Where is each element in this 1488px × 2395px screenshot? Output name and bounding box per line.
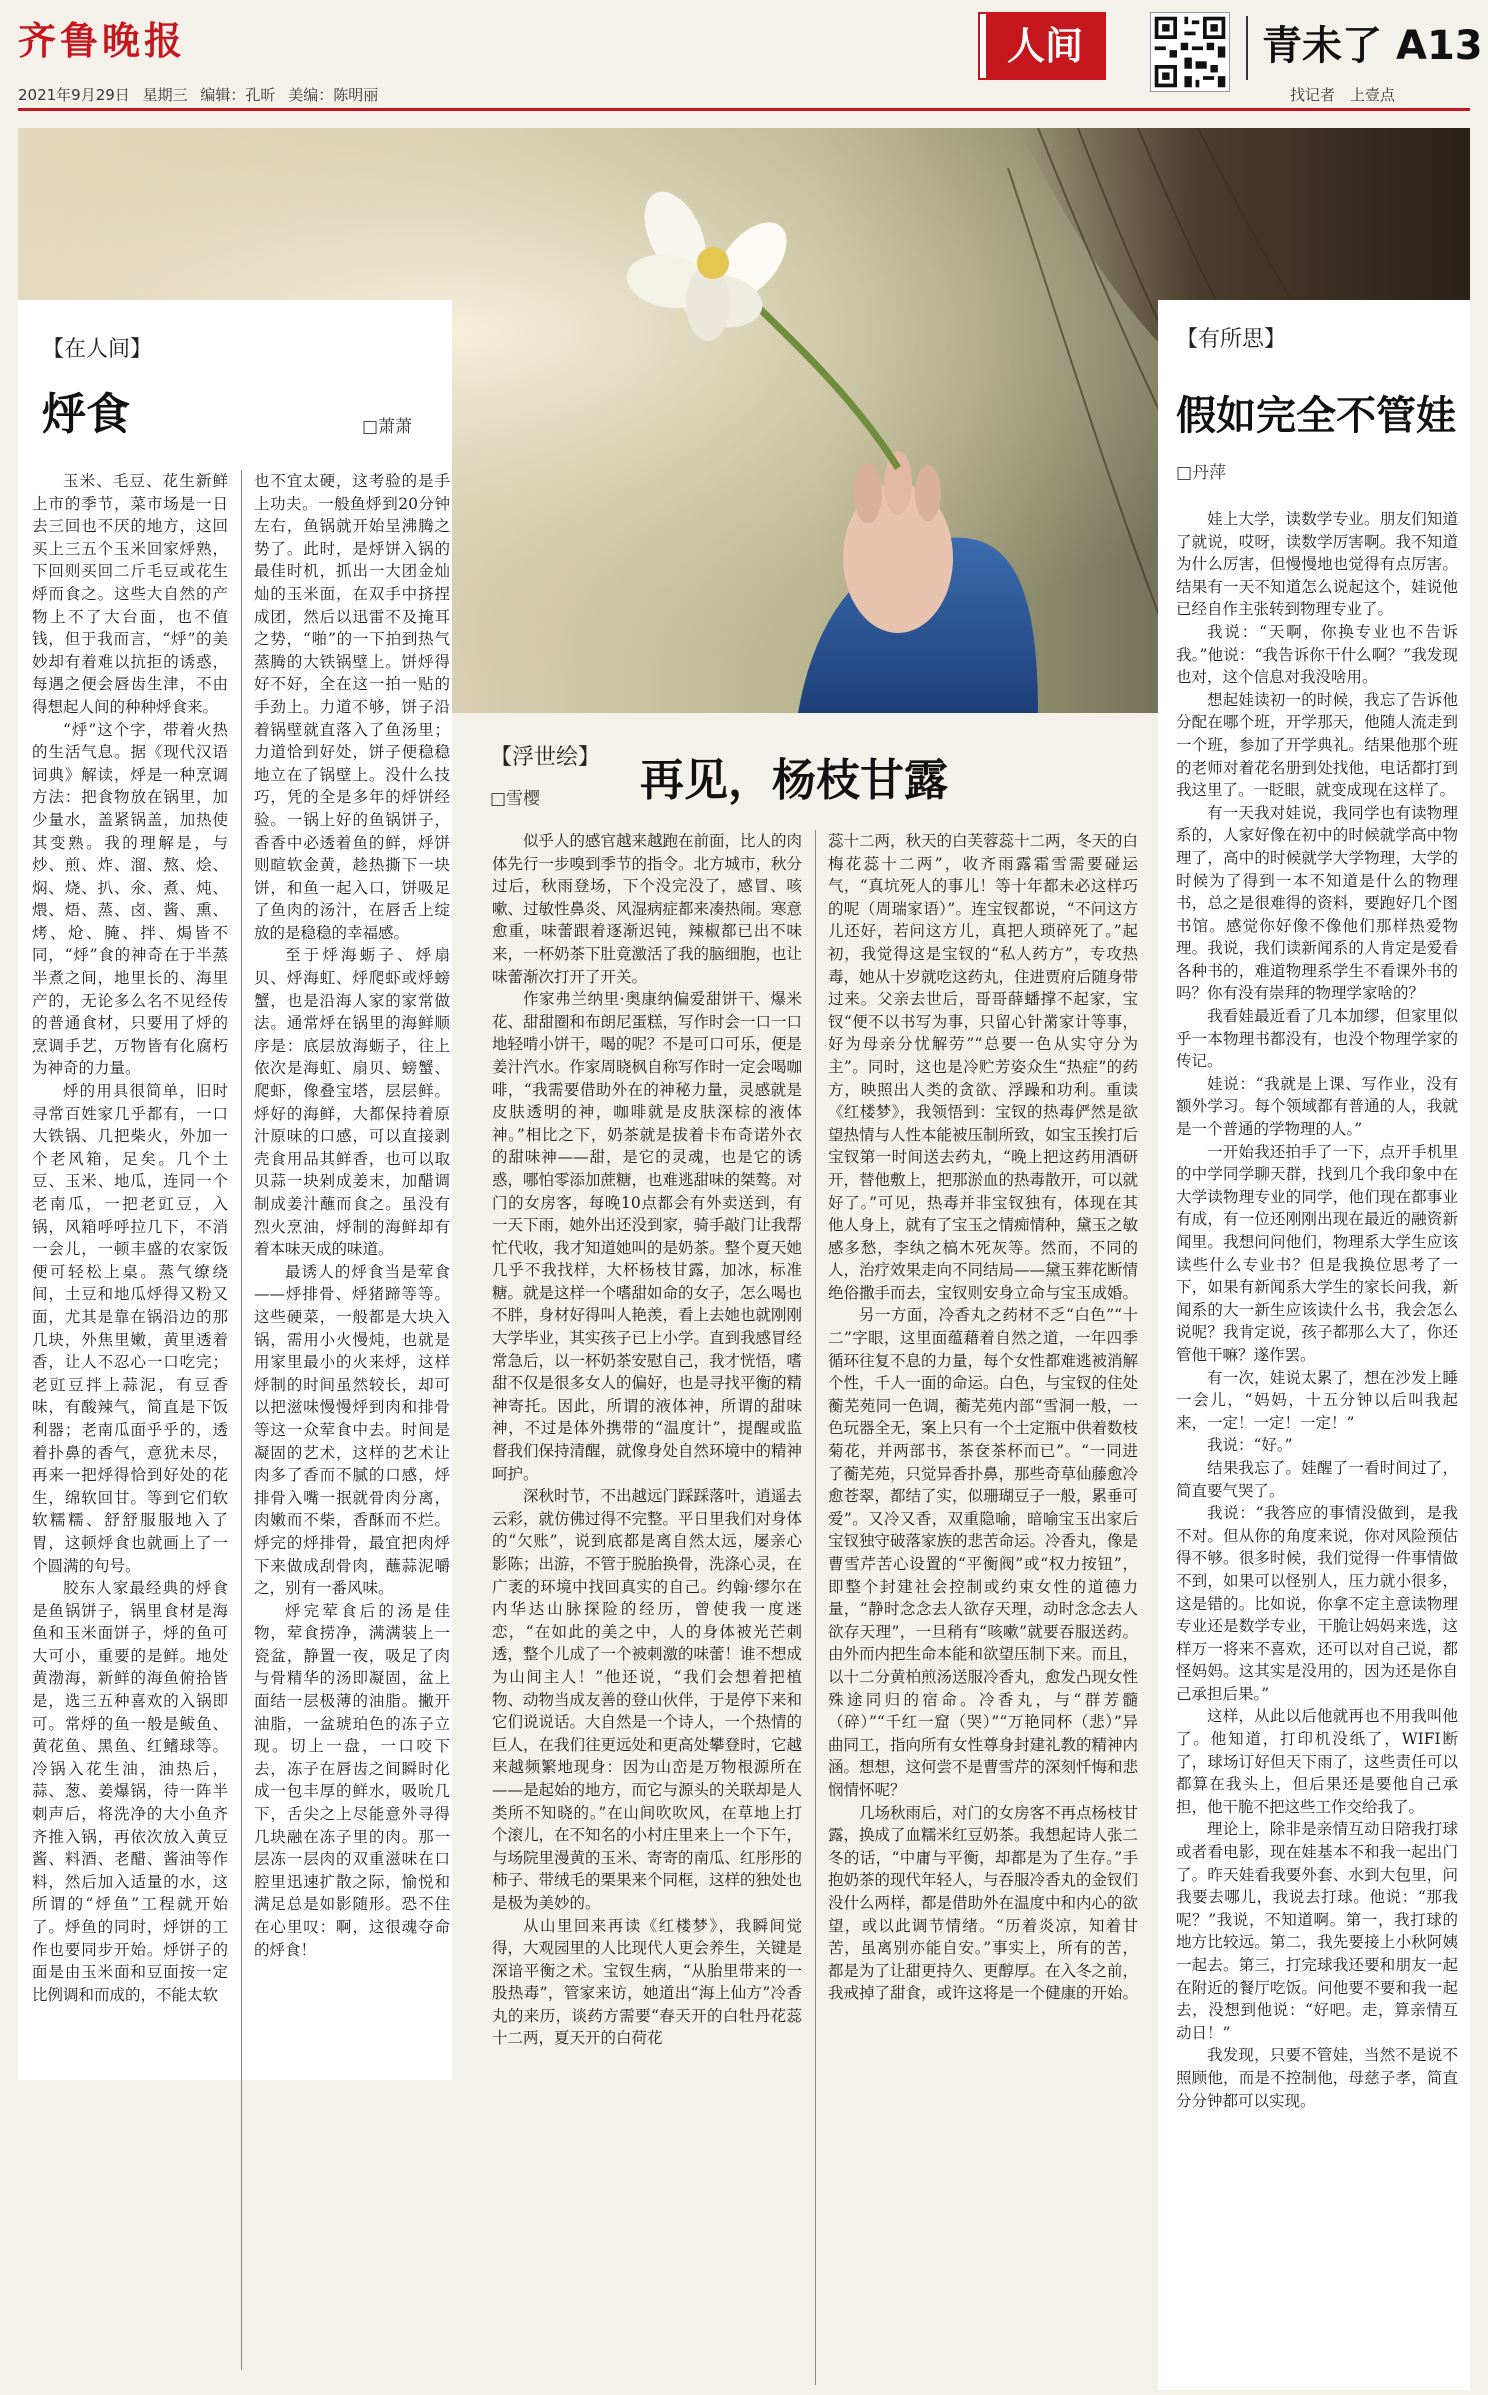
editor: 编辑：孔昕	[200, 86, 276, 104]
dateline	[18, 84, 378, 105]
paragraph: 胶东人家最经典的烀食是鱼锅饼子，锅里食材是海鱼和玉米面饼子，烀的鱼可大可小，重要的是鲜。地处黄渤海，新鲜的海鱼俯拾皆是，选三五种喜欢的入锅即可。常烀的鱼一般是鲅鱼、黄花鱼、黑鱼、红鳍球等。冷锅入花生油，油热后，蒜、葱、姜爆锅，待一阵半刺声后，将洗净的大小鱼齐齐推入锅，再依次放入黄豆酱、料酒、老醋、酱油等作料，然后加入适量的水，这所谓的“烀鱼”工程就开始了。烀鱼的同时，烀饼的工作也要同步开始。烀饼子的面是由玉米面和豆面按一定比例调和而成的，不能太软	[32, 1579, 228, 2004]
paragraph: 从山里回来再读《红楼梦》，我瞬间觉得，大观园里的人比现代人更会养生，关键是深谙平衡之术。宝钗生病，“从胎里带来的一股热毒”，管家来访，她道出“海上仙方”冷香丸的来历，谈药方需要“春天开的白牡丹花蕊十二两，夏天开的白荷花	[492, 1916, 802, 2048]
page-slogan: 找记者 上壹点	[1290, 86, 1396, 104]
paragraph: 玉米、毛豆、花生新鲜上市的季节，菜市场是一日去三回也不厌的地方，这回买上三五个玉米回家烀熟，下回则买回二斤毛豆或花生烀而食之。这些大自然的产物上不了大台面，也不值钱，但于我而言，“烀”的美妙却有着难以抗拒的诱惑，每遇之便会唇齿生津，不由得想起人间的种种烀食来。	[32, 472, 228, 716]
paragraph: 至于烀海蛎子、烀扇贝、烀海虹、烀爬虾或烀螃蟹，也是沿海人家的家常做法。通常烀在锅里的海鲜顺序是：底层放海蛎子，往上依次是海虹、扇贝、螃蟹、爬虾，像叠宝塔，层层鲜。烀好的海鲜，大都保持着原汁原味的口感，可以直接剥壳食用品其鲜香，也可以取贝蒜一块剁成姜末，加醋调制成姜汁蘸而食之。虽没有烈火烹油，烀制的海鲜却有着本味天成的味道。	[254, 946, 450, 1259]
header-rule	[18, 108, 1470, 111]
page-header	[1262, 14, 1483, 71]
paragraph: 我说：“好。”	[1207, 1436, 1293, 1455]
paragraph: 娃说：“我就是上课、写作业，没有额外学习。每个领域都有普通的人，我就是一个普通的学物理的人。”	[1176, 1074, 1458, 1139]
middle-article-title: 再见，杨枝甘露	[640, 755, 948, 806]
paragraph: 这样，从此以后他就再也不用我叫他了。他知道，打印机没纸了，WIFI断了，球场订好但天下雨了，这些责任可以都算在我头上，但后果还是要他自己承担，他干脆不把这些工作交给我了。	[1176, 1707, 1458, 1816]
middle-article-column-2	[828, 830, 1138, 2385]
paragraph: 烀完荤食后的汤是佳物，荤食捞净，满满装上一瓷盆，静置一夜，吸足了肉与骨精华的汤即凝固，盆上面结一层极薄的油脂。撇开油脂，一盆琥珀色的冻子立现。切上一盘，一口咬下去，冻子在唇齿之间瞬时化成一包丰厚的鲜水，吸吮几下，舌尖之上尽能意外寻得几块融在冻子里的肉。那一层冻一层肉的双重滋味在口腔里迅速扩散之际，愉悦和满足总是如影随形。恐不住在心里叹：啊，这很魂夺命的烀食！	[254, 1601, 450, 1959]
paragraph: 作家弗兰纳里·奥康纳偏爱甜饼干、爆米花、甜甜圈和布朗尼蛋糕，写作时会一口一口地轻啃小饼干，喝的呢？不是可口可乐，便是姜汁汽水。作家周晓枫自称写作时一定会喝咖啡，“我需要借助外在的神秘力量，灵感就是皮肤透明的神，咖啡就是皮肤深棕的液体神。”相比之下，奶茶就是拔着卡布奇诺外衣的甜味神——甜，是它的灵魂，也是它的诱惑，哪怕零添加蔗糖，也难逃甜味的桀骜。对门的女房客，每晚10点都会有外卖送到，有一天下雨，她外出还没到家，骑手敲门让我帮忙代收，我才知道她叫的是奶茶。整个夏天她几乎不我找样，大杯杨枝甘露，加冰，标准糖。就是这样一个嗜甜如命的女子，怎么喝也不胖，身材好得叫人艳羡，看上去她也就刚刚大学毕业，其实孩子已上小学。直到我感冒经常急后，以一杯奶茶安慰自己，我才恍悟，嗜甜不仅是很多女人的偏好，也是寻找平衡的精神寄托。因此，所谓的液体神，所谓的甜味神，不过是体外携带的“温度计”，提醒或监督我们保持清醒，就像身处自然环境中的精神呵护。	[492, 990, 802, 1483]
column-divider	[815, 830, 816, 2385]
paragraph: 结果我忘了。娃醒了一看时间过了，简直要气哭了。	[1176, 1458, 1458, 1500]
paragraph: 烀的用具很简单，旧时寻常百姓家几乎都有，一口大铁锅、几把柴火，外加一个老风箱，足矣。几个土豆、玉米、地瓜，连同一个老南瓜，一把老豇豆，入锅，风箱呼呼拉几下，不消一会儿，一顿丰盛的农家饭便可轻松上桌。蒸气缭绕间，土豆和地瓜烀得又粉又面，尤其是靠在锅沿边的那几块，外焦里嫩，黄里透着香，让人不忍心一口吃完；老豇豆拌上蒜泥，有豆香味，有酸辣气，简直是下饭利器；老南瓜面乎乎的，透着扑鼻的香气，意犹未尽，再来一把烀得恰到好处的花生，绵软回甘。等到它们软软糯糯、舒舒服服地入了胃，这顿烀食也就画上了一个圆满的句号。	[32, 1082, 228, 1575]
paragraph: “烀”这个字，带着火热的生活气息。据《现代汉语词典》解读，烀是一种烹调方法：把食物放在锅里，加少量水，盖紧锅盖，加热使其变熟。我的理解是，与炒、煎、炸、溜、熬、烩、焖、烧、扒、氽、煮、炖、煨、焐、蒸、卤、酱、熏、烤、炝、腌、拌、焗皆不同，“烀”食的神奇在于半蒸半煮之间，地里长的、海里产的，无论多么名不见经传的普通食材，只要用了烀的烹调手艺，万物皆有化腐朽为神奇的力量。	[32, 720, 228, 1078]
right-article-column	[1176, 508, 1458, 2383]
paragraph: 想起娃读初一的时候，我忘了告诉他分配在哪个班，开学那天，他随人流走到一个班，参加了开学典礼。结果他那个班的老师对着花名册到处找他，电话都打到我这里了。一眨眼，就变成现在这样了。	[1176, 690, 1458, 800]
header-divider	[1246, 16, 1248, 80]
paragraph: 深秋时节，不出越远门踩踩落叶，逍遥去云彩，就仿佛过得不完整。平日里我们对身体的“欠账”，说到底都是离自然太远，屡亲心影陈；出游，不管于脱胎换骨，洗涤心灵，在广袤的环境中找回真实的自己。约翰·缪尔在内华达山脉探险的经历，曾使我一度迷恋，“在如此的美之中，人的身体被光芒刺透，整个儿成了一个被刺激的味蕾！谁不想成为山间主人！”他还说，“我们会想着把植物、动物当成友善的登山伙伴，于是停下来和它们说说话。大自然是一个诗人，一个热情的巨人，在我们往更远处和更高处攀登时，它越来越频繁地现身：因为山峦是万物根源所在——是起始的地方，而它与源头的关联却是人类所不知晓的。”在山间吹吹风，在草地上打个滚儿，在不知名的小村庄里来上一个下午，与场院里漫黄的玉米、寄寄的南瓜、红彤彤的柿子、带绒毛的栗果来个同框，这样的独处也是极为美妙的。	[492, 1487, 802, 1912]
paragraph: 我说：“天啊，你换专业也不告诉我。”他说：“我告诉你干什么啊？”我发现也对，这个信息对我没啥用。	[1176, 622, 1458, 687]
paragraph: 最诱人的烀食当是荤食——烀排骨、烀猪蹄等等。这些硬菜，一般都是大块入锅，需用小火慢炖，也就是用家里最小的火来烀，这样烀制的时间虽然较长，却可以把滋味慢慢烀到肉和排骨等这一众荤食中去。时间是凝固的艺术，这样的艺术让肉多了香而不腻的口感，烀排骨入嘴一抿就骨肉分离，肉嫩而不柴，香酥而不烂。烀完的烀排骨，最宜把肉烀下来做成刮骨肉，蘸蒜泥嚼之，别有一番风味。	[254, 1262, 450, 1598]
paragraph: 几场秋雨后，对门的女房客不再点杨枝甘露，换成了血糯米红豆奶茶。我想起诗人张二冬的话，“中庸与平衡，却都是为了生存。”手抱奶茶的现代年轻人，与吞服冷香丸的金钗们没什么两样，都是借助外在温度中和内心的欲望，或以此调节情绪。“历着炎凉，知着甘苦，虽离别亦能自安。”事实上，所有的苦，都是为了让甜更持久、更醇厚。在入冬之前，我戒掉了甜食，或许这将是一个健康的开始。	[828, 1803, 1138, 2003]
section-label: 人间	[980, 14, 1104, 78]
paragraph: 也不宜太硬，这考验的是手上功夫。一般鱼烀到20分钟左右，鱼锅就开始呈沸腾之势了。此时，是烀饼入锅的最佳时机，抓出一大团金灿灿的玉米面，在双手中挤捏成团，然后以迅雷不及掩耳之势，“啪”的一下拍到热气蒸腾的大铁锅壁上。饼烀得好不好，全在这一拍一贴的手劲上。力道不够，饼子沿着锅壁就直落入了鱼汤里；力道恰到好处，饼子便稳稳地立在了锅壁上。没什么技巧，凭的全是多年的烀饼经验。一锅上好的鱼锅饼子，香香中必透着鱼的鲜，烀饼则暄软金黄，趁热撕下一块饼，和鱼一起入口，饼吸足了鱼肉的汤汁，在唇舌上绽放的是稳稳的幸福感。	[254, 472, 450, 942]
page-name: 青未了	[1262, 23, 1382, 69]
page-number: A13	[1396, 23, 1483, 69]
left-article-title: 烀食	[42, 389, 130, 440]
middle-article-column-1	[492, 830, 802, 2385]
right-article-tag: 【有所思】	[1176, 327, 1287, 352]
weekday: 星期三	[142, 86, 188, 104]
paragraph: 有一天我对娃说，我同学也有读物理系的，人家好像在初中的时候就学高中物理了，高中的时候就学大学物理，大学的时候为了得到一本不知道是什么的物理书，总之是很难得的资料，要跑好几个图书馆。感觉你好像不像他们那样热爱物理。我说，我们读新闻系的人肯定是爱看各种书的，难道物理系学生不看课外书的吗？你有没有崇拜的物理学家啥的？	[1176, 803, 1458, 1003]
left-article-column-2	[254, 470, 450, 2370]
paragraph: 蕊十二两，秋天的白芙蓉蕊十二两，冬天的白梅花蕊十二两”，收齐雨露霜雪需要碰运气，“真坑死人的事儿！等十年都未必这样巧的呢（周瑞家语）”。连宝钗都说，“不问这方儿还好，若问这方儿，真把人琐碎死了。”起初，我觉得这是宝钗的“私人药方”，专攻热毒，她从十岁就吃这药丸，住进贾府后随身带过来。父亲去世后，哥哥薛蟠撑不起家，宝钗“便不以书写为事，只留心针黹家计等事，好为母亲分忧解劳”“总要一色从实守分为主”。同时，这也是冷贮芳姿众生“热症”的药方，映照出人类的贪欲、浮躁和功利。重读《红楼梦》，我领悟到：宝钗的热毒俨然是欲望热情与人性本能被压制所致，如宝玉挨打后宝钗第一时间送去药丸，“晚上把这药用酒研开，替他敷上，把那淤血的热毒散开，可以就好了。”可见，热毒并非宝钗独有，体现在其他人身上，就有了宝玉之情痴情种，黛玉之敏感多愁，李纨之槁木死灰等。然而，不同的人，治疗效果走向不同结局——黛玉葬花断情绝俗撒手而去，宝钗则安身立命与宝玉成婚。	[828, 832, 1138, 1302]
designer: 美编：陈明丽	[288, 86, 379, 104]
qr-code-icon[interactable]	[1150, 12, 1230, 92]
paragraph: 娃上大学，读数学专业。朋友们知道了就说，哎呀，读数学厉害啊。我不知道为什么厉害，但慢慢地也觉得有点厉害。结果有一天不知道怎么说起这个，娃说他已经自作主张转到物理专业了。	[1176, 510, 1458, 619]
left-article-column-1	[32, 470, 228, 2370]
middle-article-tag: 【浮世绘】	[490, 745, 601, 770]
paragraph: 我说：“我答应的事情没做到，是我不对。但从你的角度来说，你对风险预估得不够。很多时候，我们觉得一件事情做不到，如果可以怪别人，压力就小很多，这是错的。比如说，你拿不定主意读物理专业还是数学专业，干脆让妈妈来选，这样万一将来不喜欢，还可以对自己说，都怪妈妈。这其实是没用的，因为还是你自己承担后果。”	[1176, 1504, 1458, 1703]
issue-date: 2021年9月29日	[18, 86, 130, 104]
paragraph: 我发现，只要不管娃，当然不是说不照顾他，而是不控制他，母慈子孝，简直分分钟都可以实现。	[1176, 2046, 1458, 2110]
column-divider	[241, 470, 242, 2370]
middle-article-author: □雪樱	[490, 789, 541, 809]
right-article-author: □丹萍	[1176, 463, 1227, 483]
paragraph: 另一方面，冷香丸之药材不乏“白色”“十二”字眼，这里面蕴藉着自然之道，一年四季循环往复不息的力量，每个女性都难逃被消解个性，千人一面的命运。白色，与宝钗的住处蘅芜苑同一色调，蘅芜苑内部“雪洞一般，一色玩器全无，案上只有一个土定瓶中供着数枝菊花，并两部书，茶奁茶杯而已”。“一同进了蘅芜苑，只觉异香扑鼻，那些奇草仙藤愈冷愈苍翠，都结了实，似珊瑚豆子一般，累垂可爱”。又冷又香，双重隐喻，暗喻宝玉出家后宝钗独守破落家族的悲苦命运。冷香丸，像是曹雪芹苦心设置的“平衡阀”或“权力按钮”，即整个封建社会控制或约束女性的道德力量，“静时念念去人欲存天理，动时念念去人欲存天理”，一旦稍有“咳嗽”就要吞服送药。由外而内把生命本能和欲望压制下来。而且，以十二分黄柏煎汤送服冷香丸，愈发凸现女性殊途同归的宿命。冷香丸，与“群芳髓（碎）”“千红一窟（哭）”“万艳同杯（悲）”异曲同工，指向所有女性尊身封建礼教的精神内涵。想想，这何尝不是曹雪芹的深刻忏悔和悲悯情怀呢？	[828, 1306, 1138, 1799]
right-article-title: 假如完全不管娃	[1176, 393, 1456, 439]
masthead: 齐鲁晚报	[18, 18, 187, 63]
left-article-author: □萧萧	[362, 417, 413, 437]
paragraph: 似乎人的感官越来越跑在前面，比人的肉体先行一步嗅到季节的指令。北方城市，秋分过后，秋雨登场，下个没完没了，感冒、咳嗽、过敏性鼻炎、风湿病症都来凑热闹。寒意愈重，味蕾跟着逐渐迟钝，辣椒都已出不味来，一杯奶茶下肚竟激活了我的脑细胞，也让味蕾渐次打开了开关。	[492, 832, 802, 986]
paragraph: 我看娃最近看了几本加缪，但家里似乎一本物理书都没有，也没个物理学家的传记。	[1176, 1007, 1458, 1071]
paragraph: 理论上，除非是亲情互动日陪我打球或者看电影，现在娃基本不和我一起出门了。昨天娃看我要外套、水到大包里，问我要去哪儿，我说去打球。他说：“那我呢？”我说，不知道啊。第一，我打球的地方比较远。第二，我先要接上小秋阿姨一起去。第三，打完球我还要和朋友一起在附近的餐厅吃饭。问他要不要和我一起去，没想到他说：“好吧。走，算亲情互动日！”	[1176, 1820, 1458, 2042]
paragraph: 一开始我还拍手了一下，点开手机里的中学同学聊天群，找到几个我印象中在大学读物理专业的同学，他们现在都事业有成，有一位还刚刚出现在最近的融资新闻里。我想问问他们，物理系大学生应该读些什么专业书？但是我换位思考了一下，如果有新闻系大学生的家长问我，新闻系的大一新生应该读什么书，我会怎么说呢？我肯定说，孩子都那么大了，你还管他干嘛？遂作罢。	[1176, 1142, 1458, 1364]
paragraph: 有一次，娃说太累了，想在沙发上睡一会儿，“妈妈，十五分钟以后叫我起来，一定！一定！一定！”	[1176, 1368, 1458, 1432]
left-article-tag: 【在人间】	[42, 337, 153, 362]
